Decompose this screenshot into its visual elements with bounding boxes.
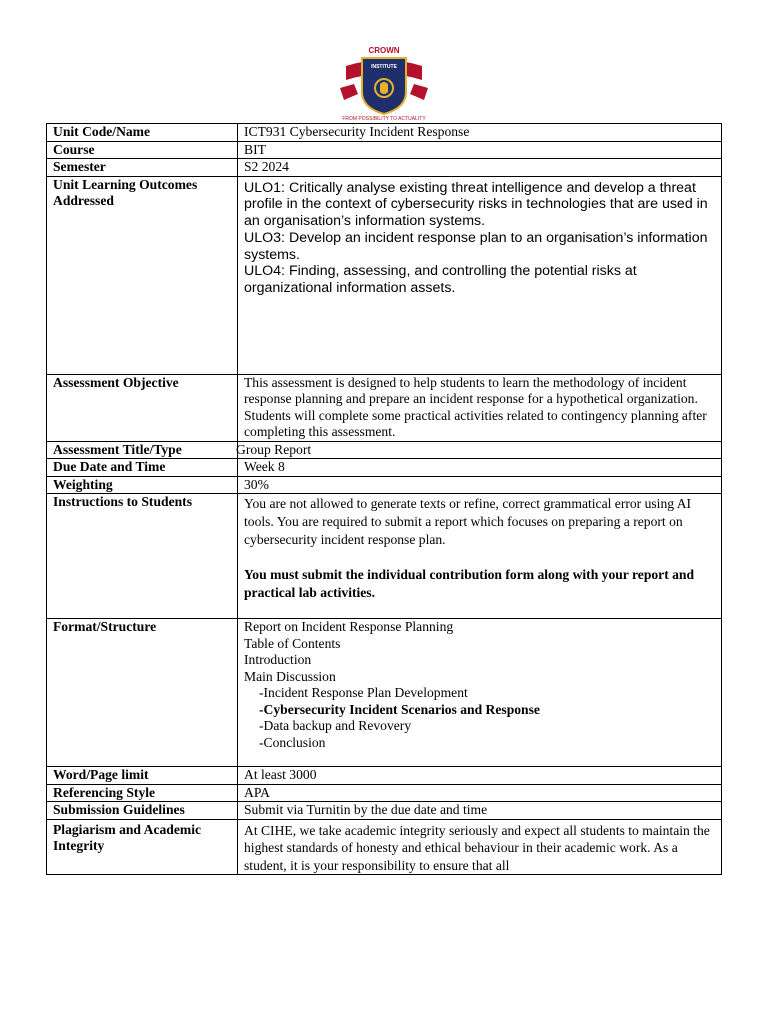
instructions-label: Instructions to Students bbox=[47, 494, 238, 619]
format-label: Format/Structure bbox=[47, 619, 238, 767]
title-type-text: Group Report bbox=[236, 441, 312, 457]
referencing-value: APA bbox=[238, 784, 722, 802]
institute-logo bbox=[336, 44, 432, 122]
instructions-value bbox=[238, 494, 722, 619]
paragraph-spacer bbox=[244, 549, 715, 566]
table-row bbox=[47, 494, 722, 619]
table-row bbox=[47, 619, 722, 767]
table-row bbox=[47, 141, 722, 159]
format-line: Main Discussion bbox=[244, 668, 336, 684]
weighting-value: 30% bbox=[238, 476, 722, 494]
table-row bbox=[47, 374, 722, 441]
table-row bbox=[47, 159, 722, 177]
table-row bbox=[47, 784, 722, 802]
course-value: BIT bbox=[238, 141, 722, 159]
logo-tagline: FROM POSSIBILITY TO ACTUALITY bbox=[342, 116, 426, 122]
ulo-item: ULO3: Develop an incident response plan to an organisation’s information systems. bbox=[244, 229, 708, 263]
objective-value: This assessment is designed to help students to learn the methodology of incident response planning and prepare an incident response for a hypothetical organization. Students will complete some practical activities related to contingency planning after completing this assessment. bbox=[238, 374, 722, 441]
semester-value: S2 2024 bbox=[238, 159, 722, 177]
logo-name-band: INSTITUTE bbox=[371, 64, 397, 70]
instructions-text: You are not allowed to generate texts or refine, correct grammatical error using AI tools. You are required to submit a report which focuses on preparing a report on cybersecurity incident response plan. bbox=[244, 496, 692, 547]
table-row bbox=[47, 802, 722, 820]
table-row bbox=[47, 476, 722, 494]
table-row bbox=[47, 124, 722, 142]
objective-label: Assessment Objective bbox=[47, 374, 238, 441]
format-value bbox=[238, 619, 722, 767]
format-sub-item: -Data backup and Revovery bbox=[259, 718, 412, 733]
ulo-item: ULO4: Finding, assessing, and controlling the potential risks at organizational information assets. bbox=[244, 263, 637, 297]
format-line: Report on Incident Response Planning bbox=[244, 619, 454, 634]
semester-label: Semester bbox=[47, 159, 238, 177]
logo-ribbon-left bbox=[340, 84, 358, 100]
title-type-label: Assessment Title/Type bbox=[47, 441, 238, 459]
ulo-label: Unit Learning Outcomes Addressed bbox=[47, 176, 238, 374]
logo-ribbon-right bbox=[410, 84, 428, 100]
assessment-details-table bbox=[46, 123, 722, 875]
crest-icon bbox=[336, 44, 432, 122]
title-type-value bbox=[238, 441, 722, 459]
due-value: Week 8 bbox=[238, 459, 722, 477]
referencing-label: Referencing Style bbox=[47, 784, 238, 802]
due-label: Due Date and Time bbox=[47, 459, 238, 477]
table-row bbox=[47, 459, 722, 477]
word-limit-value: At least 3000 bbox=[238, 767, 722, 785]
table-row bbox=[47, 176, 722, 374]
ulo-list bbox=[238, 176, 722, 374]
course-label: Course bbox=[47, 141, 238, 159]
plagiarism-label: Plagiarism and Academic Integrity bbox=[47, 819, 238, 875]
word-limit-label: Word/Page limit bbox=[47, 767, 238, 785]
instructions-bold-text: You must submit the individual contribution form along with your report and practical lab activities. bbox=[244, 567, 695, 600]
table-row bbox=[47, 819, 722, 875]
submission-value: Submit via Turnitin by the due date and time bbox=[238, 802, 722, 820]
weighting-label: Weighting bbox=[47, 476, 238, 494]
format-sub-item: -Conclusion bbox=[259, 734, 326, 750]
format-line: Introduction bbox=[244, 652, 312, 667]
logo-name-top: CROWN bbox=[368, 46, 400, 55]
format-sub-item: -Cybersecurity Incident Scenarios and Response bbox=[259, 701, 540, 717]
table-row bbox=[47, 441, 722, 459]
plagiarism-value: At CIHE, we take academic integrity seriously and expect all students to maintain the highest standards of honesty and ethical behaviour in their academic work. As a student, it is your responsibility to ensure that all bbox=[238, 819, 722, 875]
unit-code-value: ICT931 Cybersecurity Incident Response bbox=[238, 124, 722, 142]
format-sub-item: -Incident Response Plan Development bbox=[259, 685, 468, 700]
format-line: Table of Contents bbox=[244, 635, 341, 651]
table-row bbox=[47, 767, 722, 785]
logo-emblem-inner bbox=[380, 82, 388, 94]
submission-label: Submission Guidelines bbox=[47, 802, 238, 820]
ulo-item: ULO1: Critically analyse existing threat intelligence and develop a threat profile in the context of cybersecurity risks in technologies that are used in an organisation’s information systems. bbox=[244, 179, 708, 230]
unit-code-label: Unit Code/Name bbox=[47, 124, 238, 142]
